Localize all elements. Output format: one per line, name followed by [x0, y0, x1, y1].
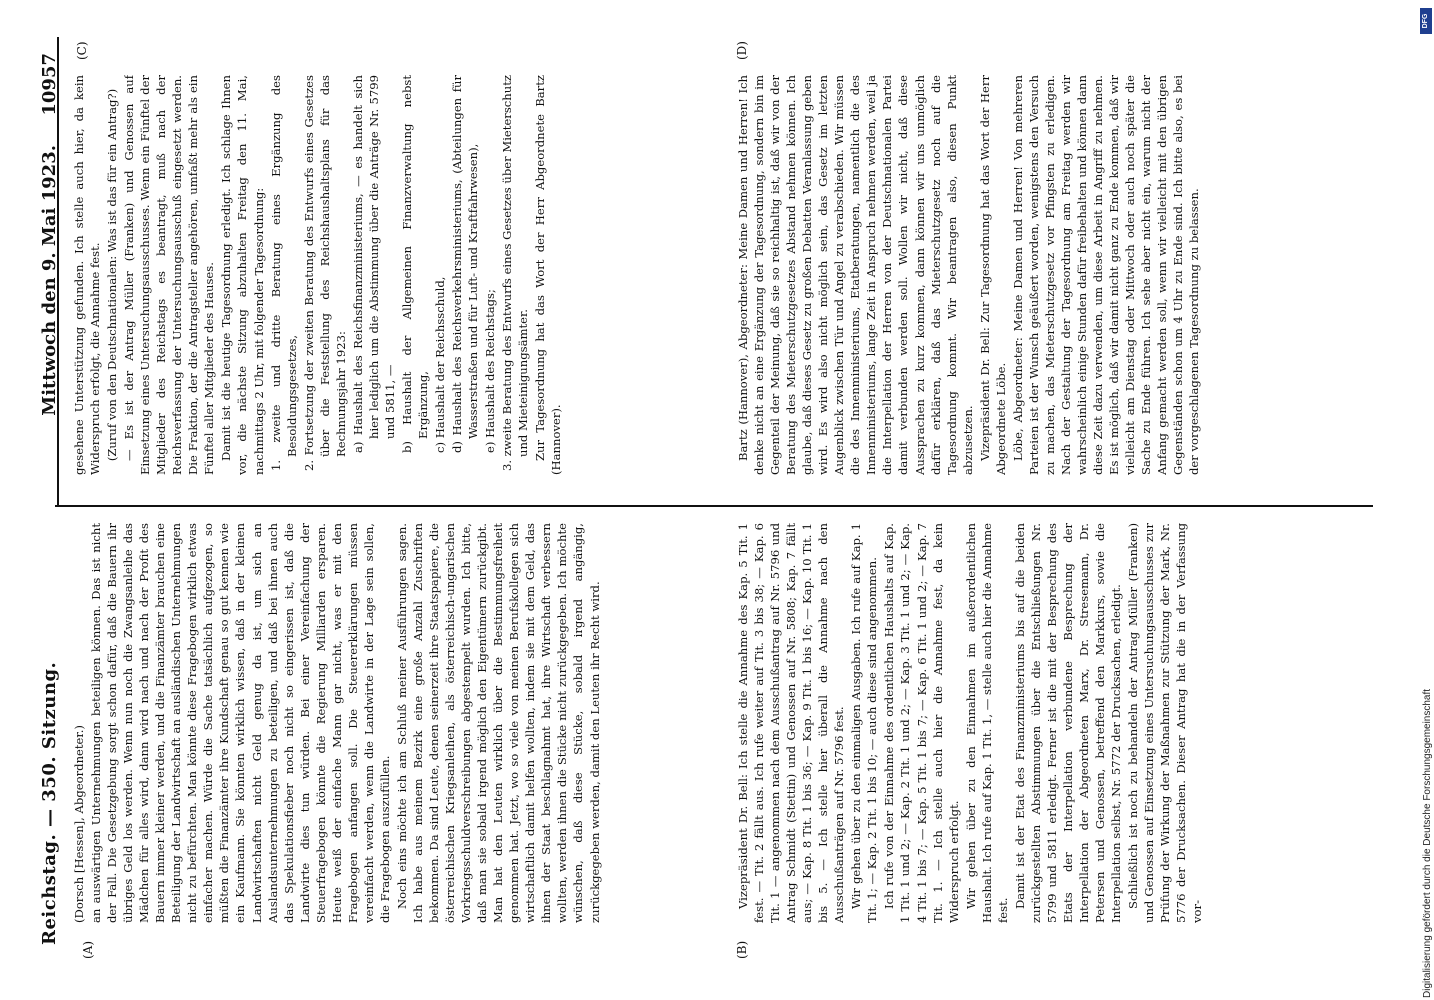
paragraph: e) Haushalt des Reichstags; [483, 289, 498, 453]
paragraph: Ich rufe von der Einnahme des ordentlichen Haushalts auf Kap. 1 Tit. 1 und 2; — Kap. 2 Tit. 1 und 2; — Kap. 3 Tit. 1 und 2; — Kap. 4 Tit. 1 bis 7; — Kap. 5 Tit. 1 bis 7; — Kap. 6 Tit. 1 und 2; — Kap. 7 Tit. 1. — Ich stelle auch hier die Annahme fest, da kein Widerspruch erfolgt. [882, 523, 961, 923]
margin-mark-b: (B) [735, 940, 749, 959]
digitization-credit [1420, 8, 1434, 998]
margin-mark-d: (D) [735, 41, 749, 60]
dfg-logo-text: DFG [1422, 13, 1429, 29]
paragraph: Vizepräsident Dr. Bell: Zur Tagesordnung hat das Wort der Herr Abgeordnete Löbe. [977, 75, 1008, 475]
page-header [35, 35, 65, 965]
paragraph: an auswärtigen Unternehmungen beteiligen können. Das ist nicht der Fall. Die Gesetzgebung sorgt schon dafür, daß die Bauern ihr übriges Geld los werden. Wenn nun noch die Zwangsanleihe das Mädchen für alles wird, dann wird nach und nach der Profit des Bauern immer kleiner werden, und die Finanzämter brauchen eine Beteiligung der Landwirtschaft an ausländischen Unternehmungen nicht zu befürchten. Man könnte diese Fragebogen wirklich etwas einfacher machen. Würde die Sache tatsächlich aufgezogen, so müßten die Finanzämter ihre Kundschaft genau so gut kennen wie ein Kaufmann. Sie könnten wirklich wissen, daß in der kleinen Landwirtschaften nicht Geld genug da ist, um sich an Auslandsunternehmungen zu beteiligen, und daß bei ihnen auch das Spekulationsfieber noch nicht so eingerissen ist, daß die Landwirte dies tun würden. Bei einer Vereinfachung der Steuerfragebogen könnte die Regierung Milliarden ersparen. Heute weiß der einfache Mann gar nicht, was er mit den Fragebogen anfangen soll. Die Steuererklärungen müssen vereinfacht werden, wenn die Landwirte in der Lage sein sollen, die Fragebogen auszufüllen. [89, 523, 392, 923]
paragraph: Noch eins möchte ich am Schluß meiner Ausführungen sagen. Ich habe aus meinem Bezirk eine große Anzahl Zuschriften bekommen. Da sind Leute, denen seinerzeit ihre Staatspapiere, die österreichischen Kriegsanleihen, als österreichisch-ungarischen Vorkriegsschuldverschreibungen abgestempelt wurden. Ich bitte, daß man sie sobald irgend möglich den Eigentümern zurückgibt. Man hat den Leuten wirklich über die Bestimmungsfreiheit genommen hat. Jetzt, wo so viele von meinen Berufskollegen sich wirtschaftlich damit helfen wollten, indem sie mit dem Geld, das ihnen der Staat beschlagnahmt hat, ihre Wirtschaft verbessern wollten, werden ihnen die Stücke nicht zurückgegeben. Ich möchte wünschen, daß diese Stücke, sobald irgend angängig, zurückgegeben werden, damit den Leuten ihr Recht wird. [394, 523, 602, 923]
paragraph: Vizepräsident Dr. Bell: Ich stelle die Annahme des Kap. 5 Tit. 1 fest. — Tit. 2 fällt aus. Ich rufe weiter auf Tit. 3 bis 38; — Kap. 6 Tit. 1 — angenommen nach dem Ausschußantrag auf Nr. 5796 und Antrag Schmidt (Stettin) und Genossen auf Nr. 5808; Kap. 7 fällt aus; — Kap. 8 Tit. 1 bis 36; — Kap. 9 Tit. 1 bis 16; — Kap. 10 Tit. 1 bis 5. — Ich stelle hier überall die Annahme nach den Ausschußanträgen auf Nr. 5796 fest. [736, 523, 847, 923]
paragraph: Zur Tagesordnung hat das Wort der Herr Abgeordnete Bartz (Hannover). [533, 75, 564, 475]
paragraph: Wir gehen über zu den Einnahmen im außerordentlichen Haushalt. Ich rufe auf Kap. 1 Tit. 1, — stelle auch hier die Annahme fest. [963, 523, 1010, 923]
paragraph: Damit ist die heutige Tagesordnung erledigt. Ich schlage Ihnen vor, die nächste Sitzung abzuhalten Freitag den 11. Mai, nachmittags 2 Uhr, mit folgender Tagesordnung: [219, 75, 266, 475]
paragraph: 1. zweite und dritte Beratung eines Ergänzung des Besoldungsgesetzes, [268, 75, 299, 471]
left-column-upper [71, 523, 711, 923]
paragraph: 3. zweite Beratung des Entwurfs eines Gesetzes über Mieterschutz und Mieteinigungsämter. [500, 75, 531, 471]
paragraph: Löbe, Abgeordneter: Meine Damen und Herren! Von mehreren Parteien ist der Wunsch geäußert worden, wenigstens den Versuch zu machen, das Mieterschutzgesetz vor Pfingsten zu erledigen. Nach der Gestaltung der Tagesordnung am Freitag werden wir wahrscheinlich einige Stunden dafür freibehalten und können dann diese Zeit dazu verwenden, um diese Arbeit in Angriff zu nehmen. Es ist möglich, daß wir damit nicht ganz zu Ende kommen, daß wir vielleicht am Dienstag oder Mittwoch oder auch noch später die Sache zu Ende führen. Ich sehe aber nicht ein, warum nicht der Anfang gemacht werden soll, wenn wir vielleicht mit den übrigen Gegenständen schon um 4 Uhr zu Ende sind. Ich bitte also, es bei der vorgeschlagenen Tagesordnung zu belassen. [1010, 75, 1202, 475]
dfg-logo [1420, 8, 1432, 34]
rotated-newspaper-page [35, 35, 1373, 965]
paragraph: Wir gehen über zu den einmaligen Ausgaben. Ich rufe auf Kap. 1 Tit. 1; — Kap. 2 Tit. 1 bis 10; — auch diese sind angenommen. [849, 523, 880, 923]
paragraph: Bartz (Hannover), Abgeordneter: Meine Damen und Herren! Ich denke nicht an eine Ergänzung der Tagesordnung, sondern bin im Gegenteil der Meinung, daß sie so reichhaltig ist, daß wir von der Beratung des Mieterschutzgesetzes Abstand nehmen können. Ich glaube, daß dieses Gesetz zu großen Debatten Veranlassung geben wird. Es wird also nicht möglich sein, das Gesetz im letzten Augenblick zwischen Tür und Angel zu verabschieden. Wir müssen die des Innenministeriums, Etatberatungen, namentlich die des Innenministeriums, lange Zeit in Anspruch nehmen werden, weil ja die Interpellation der Herren von der Deutschnationalen Partei damit verbunden werden soll. Wollen wir nicht, daß diese Aussprachen zu kurz kommen, dann können wir uns unmöglich dafür erklären, daß das Mieterschutzgesetz noch auf die Tagesordnung kommt. Wir beantragen also, diesen Punkt abzusetzen. [736, 75, 975, 475]
margin-mark-a: (A) [81, 940, 95, 959]
page-number: 10957 [39, 53, 60, 116]
left-column-lower [735, 523, 1365, 923]
paragraph: d) Haushalt des Reichsverkehrsministeriums, (Abteilungen für Wasserstraßen und für Luft- und Kraftfahrwesen), [450, 75, 481, 453]
right-column-upper [71, 75, 711, 475]
header-session-title: Reichstag. — 350. Sitzung. [39, 661, 60, 945]
header-date: Mittwoch den 9. Mai 1923. [39, 145, 60, 416]
paragraph: (Dorsch [Hessen], Abgeordneter.) [72, 725, 86, 923]
digitization-credit-text: Digitalisierung gefördert durch die Deutsche Forschungsgemeinschaft [1422, 688, 1433, 998]
paragraph: Damit ist der Etat des Finanzministeriums bis auf die beiden zurückgestellten Abstimmungen über die Entschließungen Nr. 5799 und 5811 erledigt. Ferner ist die mit der Besprechung des Etats der Interpellation verbundene Besprechung der Interpellation der Abgeordneten Marx, Dr. Stresemann, Dr. Petersen und Genossen, betreffend den Markkurs, sowie die Interpellation selbst, Nr. 5772 der Drucksachen, erledigt. [1012, 523, 1124, 923]
right-column-lower [735, 75, 1365, 475]
header-rule [57, 37, 59, 507]
paragraph: Schließlich ist noch zu behandeln der Antrag Müller (Franken) und Genossen auf Einsetzung eines Untersuchungsausschusses zur Prüfung der Wirkung der Maßnahmen zur Stützung der Mark, Nr. 5776 der Drucksachen. Dieser Antrag hat die in der Verfassung vor- [1126, 523, 1205, 923]
margin-mark-c: (C) [75, 41, 89, 60]
paragraph: a) Haushalt des Reichsfinanzministeriums, — es handelt sich hier lediglich um die Abstimmung über die Anträge Nr. 5799 und 5811, — [350, 75, 397, 453]
paragraph: gesehene Unterstützung gefunden. Ich stelle auch hier, da kein Widerspruch erfolgt, die Annahme fest. [72, 75, 103, 475]
paragraph: (Zuruf von den Deutschnationalen: Was ist das für ein Antrag?) [105, 88, 120, 462]
paragraph: b) Haushalt der Allgemeinen Finanzverwaltung nebst Ergänzung, [399, 75, 430, 453]
paragraph: c) Haushalt der Reichsschuld, [433, 276, 448, 453]
paragraph: 2. Fortsetzung der zweiten Beratung des Entwurfs eines Gesetzes über die Feststellung des Reichshaushaltsplans für das Rechnungsjahr 1923: [301, 75, 348, 471]
paragraph: — Es ist der Antrag Müller (Franken) und Genossen auf Einsetzung eines Untersuchungsausschusses. Wenn ein Fünftel der Mitglieder des Reichstags es beantragt, muß nach der Reichsverfassung der Untersuchungsausschuß eingesetzt werden. Die Fraktion, der die Antragsteller angehören, umfaßt mehr als ein Fünftel aller Mitglieder des Hauses. [122, 75, 217, 475]
column-divider-rule [55, 505, 1373, 507]
